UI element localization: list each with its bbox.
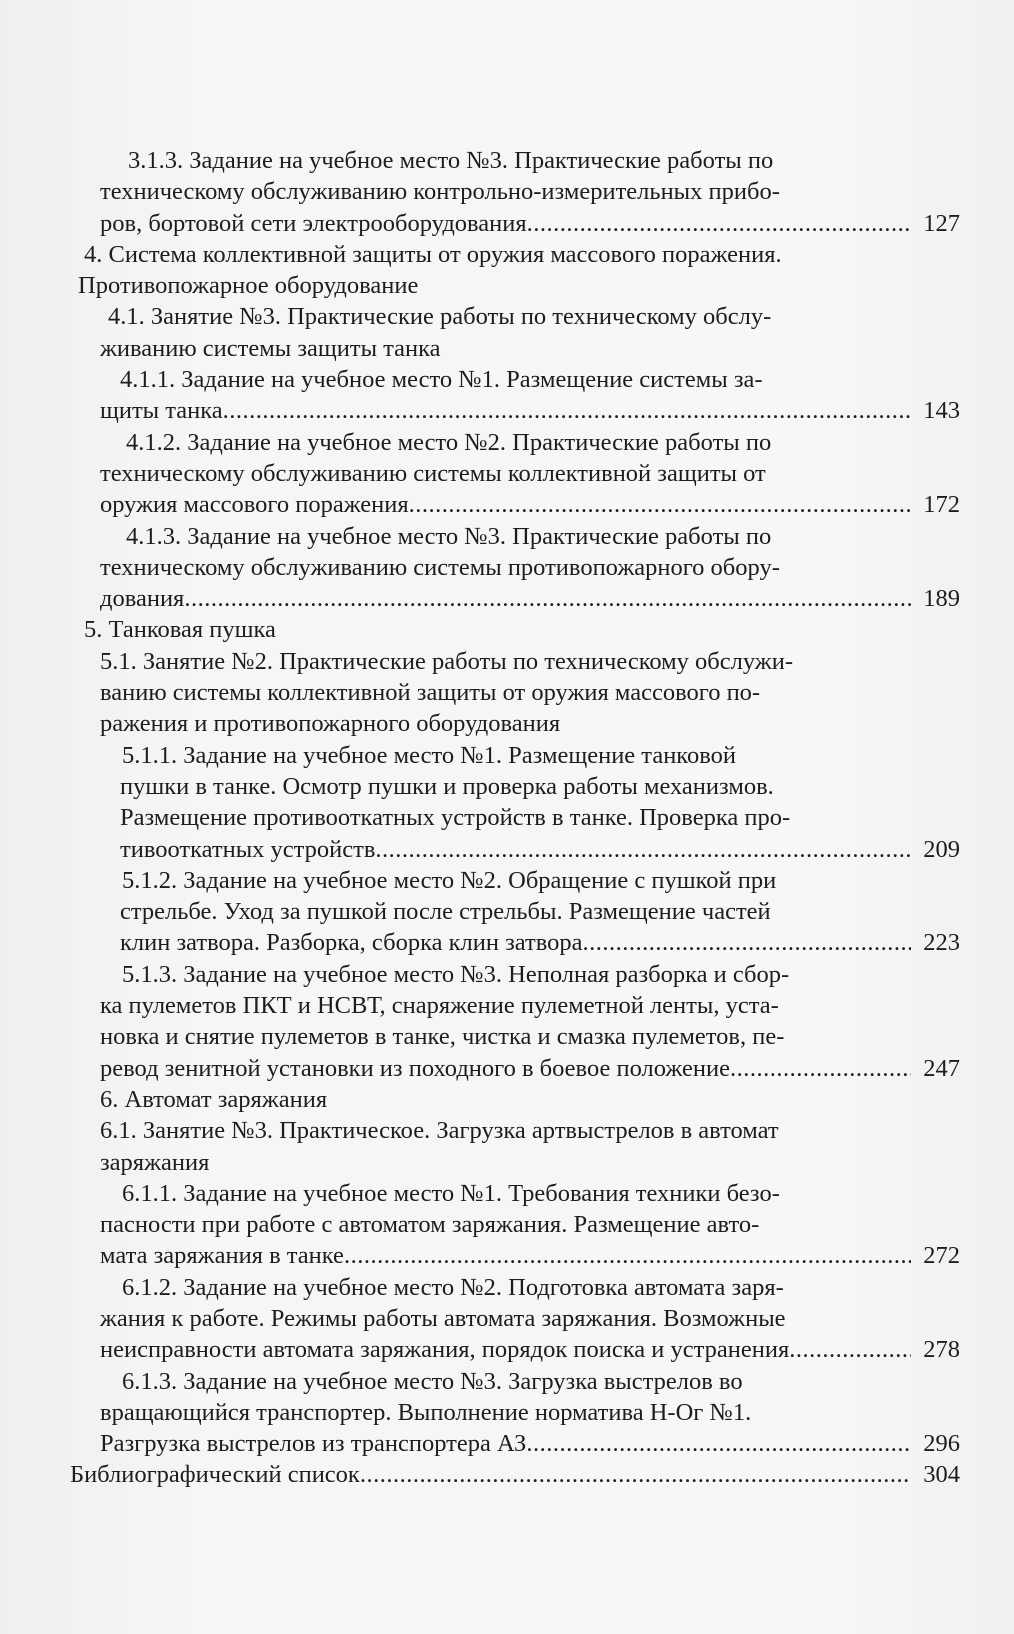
toc-entry-6-1-2[interactable] <box>70 1272 960 1366</box>
toc-entry-text: Противопожарное оборудование <box>78 272 419 300</box>
toc-entry-text: мата заряжания в танке <box>100 1242 344 1270</box>
toc-entry-6[interactable] <box>70 1084 960 1115</box>
page-number: 127 <box>923 209 960 237</box>
dot-leader <box>223 395 911 426</box>
toc-entry-text: Разгрузка выстрелов из транспортера АЗ <box>100 1430 527 1458</box>
toc-entry-last-line <box>70 395 960 426</box>
toc-entry-text: 6.1.2. Задание на учебное место №2. Подготовка автомата заря- <box>122 1273 784 1301</box>
toc-entry-4-1-2[interactable] <box>70 427 960 521</box>
toc-entry-4-1[interactable] <box>70 301 960 364</box>
dot-leader <box>360 1459 911 1490</box>
dot-leader <box>184 583 911 614</box>
toc-entry-4-1-1[interactable] <box>70 364 960 427</box>
toc-entry-6-1-1[interactable] <box>70 1178 960 1272</box>
toc-entry-text: 5.1. Занятие №2. Практические работы по техническому обслужи- <box>100 647 793 675</box>
toc-entry-text: 4.1. Занятие №3. Практические работы по техническому обслу- <box>108 303 772 331</box>
toc-entry-text: ванию системы коллективной защиты от оружия массового по- <box>100 679 761 707</box>
toc-entry-text: клин затвора. Разборка, сборка клин затвора <box>120 929 583 957</box>
toc-entry-text: Размещение противооткатных устройств в танке. Проверка про- <box>120 804 791 832</box>
toc-entry-last-line <box>70 1240 960 1271</box>
toc-entry-text: живанию системы защиты танка <box>100 334 441 362</box>
table-of-contents <box>70 145 960 1491</box>
toc-entry-text: 5.1.2. Задание на учебное место №2. Обращение с пушкой при <box>122 866 777 894</box>
toc-entry-3-1-3[interactable] <box>70 145 960 239</box>
page-number: 247 <box>923 1054 960 1082</box>
toc-entry-text: новка и снятие пулеметов в танке, чистка и смазка пулеметов, пе- <box>100 1023 785 1051</box>
toc-entry-4-1-3[interactable] <box>70 521 960 615</box>
toc-entry-text: 5.1.3. Задание на учебное место №3. Неполная разборка и сбор- <box>122 960 790 988</box>
page-number: 223 <box>923 929 960 957</box>
toc-entry-text: техническому обслуживанию системы коллективной защиты от <box>100 459 766 487</box>
toc-entry-text: 6.1.3. Задание на учебное место №3. Загрузка выстрелов во <box>122 1367 743 1395</box>
toc-entry-text: жания к работе. Режимы работы автомата заряжания. Возможные <box>100 1304 786 1332</box>
dot-leader <box>527 208 911 239</box>
page-number: 296 <box>923 1430 960 1458</box>
page-number: 209 <box>923 835 960 863</box>
toc-entry-text: пасности при работе с автоматом заряжания. Размещение авто- <box>100 1211 760 1239</box>
dot-leader <box>582 927 911 958</box>
toc-entry-text: стрельбе. Уход за пушкой после стрельбы. Размещение частей <box>120 898 771 926</box>
page-number: 272 <box>923 1242 960 1270</box>
toc-entry-text: дования <box>100 585 185 613</box>
toc-entry-text: 6. Автомат заряжания <box>100 1085 328 1113</box>
toc-entry-last-line <box>70 1053 960 1084</box>
dot-leader <box>375 834 911 865</box>
toc-entry-text: техническому обслуживанию контрольно-измерительных прибо- <box>100 178 780 206</box>
toc-entry-text: 4.1.3. Задание на учебное место №3. Практические работы по <box>126 522 772 550</box>
dot-leader <box>344 1240 911 1271</box>
toc-entry-text: 3.1.3. Задание на учебное место №3. Практические работы по <box>128 147 774 174</box>
toc-entry-bibliography[interactable] <box>70 1459 960 1490</box>
toc-entry-text: 4. Система коллективной защиты от оружия массового поражения. <box>84 240 782 268</box>
toc-entry-last-line <box>70 927 960 958</box>
toc-entry-text: ражения и противопожарного оборудования <box>100 710 561 738</box>
toc-entry-text: техническому обслуживанию системы противопожарного обору- <box>100 553 780 581</box>
toc-entry-last-line <box>70 489 960 520</box>
toc-entry-last-line <box>70 1428 960 1459</box>
toc-entry-text: 4.1.2. Задание на учебное место №2. Практические работы по <box>126 428 772 456</box>
toc-entry-text: ревод зенитной установки из походного в боевое положение <box>100 1054 730 1082</box>
toc-entry-text: 5. Танковая пушка <box>84 616 276 644</box>
toc-entry-5[interactable] <box>70 614 960 645</box>
page-number: 143 <box>923 397 960 425</box>
toc-entry-5-1[interactable] <box>70 646 960 740</box>
toc-entry-text: Библиографический список <box>70 1461 360 1489</box>
dot-leader <box>789 1334 911 1365</box>
toc-entry-last-line <box>70 834 960 865</box>
toc-entry-text: щиты танка <box>100 397 223 425</box>
toc-entry-5-1-2[interactable] <box>70 865 960 959</box>
toc-entry-text: вращающийся транспортер. Выполнение норматива Н-Ог №1. <box>100 1398 752 1426</box>
page-number: 189 <box>923 585 960 613</box>
toc-entry-5-1-3[interactable] <box>70 959 960 1084</box>
dot-leader <box>730 1053 911 1084</box>
toc-entry-text: ка пулеметов ПКТ и НСВТ, снаряжение пулеметной ленты, уста- <box>100 992 779 1020</box>
toc-entry-5-1-1[interactable] <box>70 740 960 865</box>
toc-entry-last-line <box>70 583 960 614</box>
toc-entry-4[interactable] <box>70 239 960 302</box>
toc-entry-text: 6.1.1. Задание на учебное место №1. Требования техники безо- <box>122 1179 780 1207</box>
toc-entry-text: оружия массового поражения <box>100 491 409 519</box>
dot-leader <box>409 489 911 520</box>
dot-leader <box>526 1428 911 1459</box>
toc-entry-6-1-3[interactable] <box>70 1366 960 1460</box>
toc-entry-text: 6.1. Занятие №3. Практическое. Загрузка артвыстрелов в автомат <box>100 1117 779 1145</box>
toc-entry-last-line <box>70 208 960 239</box>
toc-entry-text: неисправности автомата заряжания, порядок поиска и устранения <box>100 1336 790 1364</box>
toc-entry-text: 4.1.1. Задание на учебное место №1. Размещение системы за- <box>120 366 763 394</box>
toc-entry-text: тивооткатных устройств <box>120 835 376 863</box>
page-number: 172 <box>923 491 960 519</box>
toc-entry-text: пушки в танке. Осмотр пушки и проверка работы механизмов. <box>120 772 774 800</box>
toc-entry-text: заряжания <box>100 1148 210 1176</box>
toc-entry-text: ров, бортовой сети электрооборудования <box>100 209 527 237</box>
toc-entry-text: 5.1.1. Задание на учебное место №1. Размещение танковой <box>122 741 736 769</box>
toc-entry-last-line <box>70 1459 960 1490</box>
toc-entry-6-1[interactable] <box>70 1115 960 1178</box>
page-number: 278 <box>923 1336 960 1364</box>
toc-entry-last-line <box>70 1334 960 1365</box>
page-number: 304 <box>923 1461 960 1489</box>
